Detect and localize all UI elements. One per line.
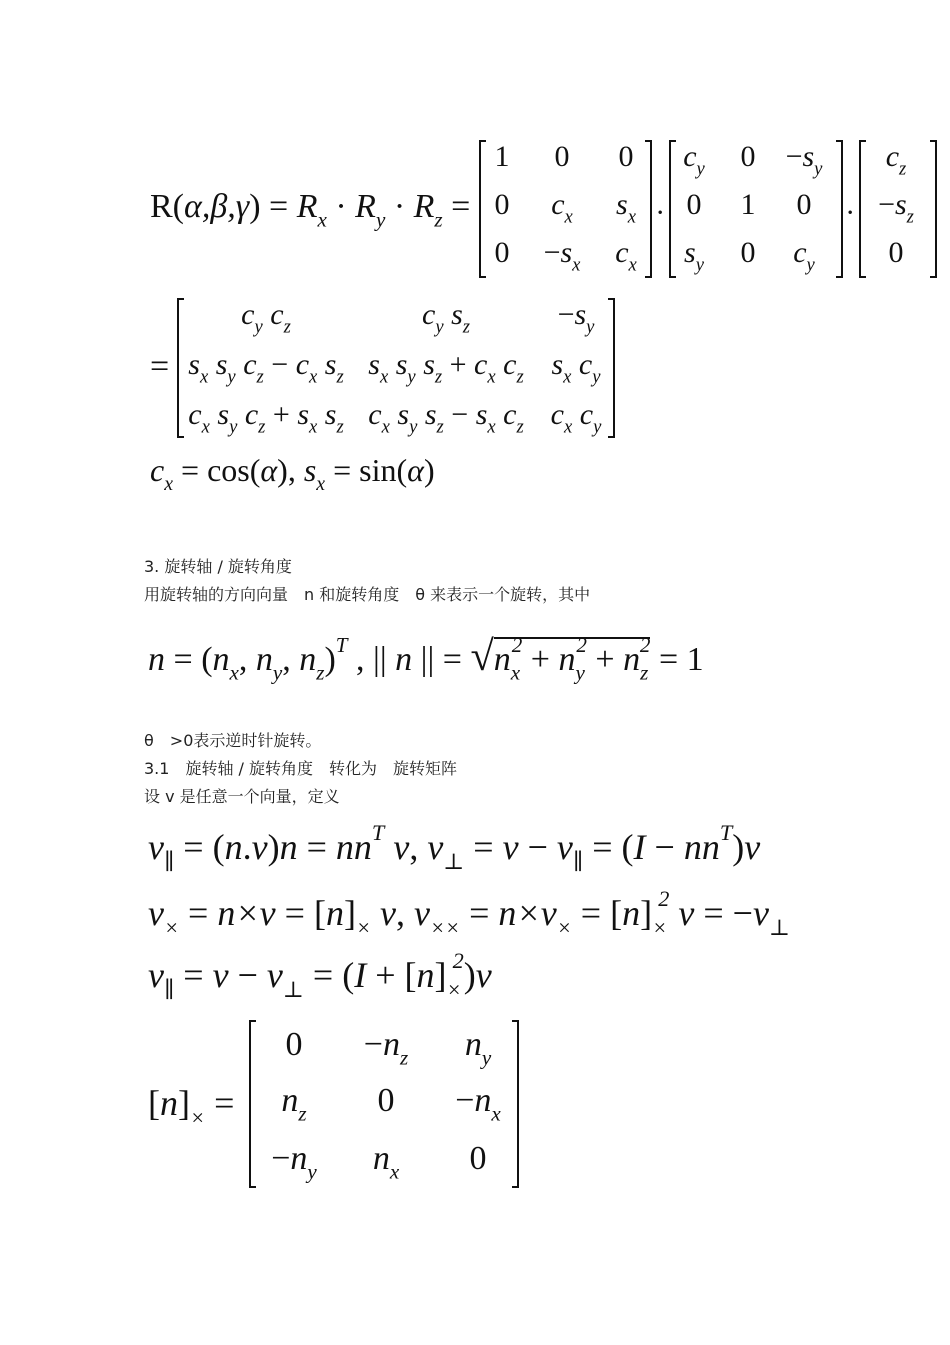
matrix-rz (858, 140, 938, 278)
ry-cell: 0 (740, 140, 756, 173)
theta-note: θ >0表示逆时针旋转。 (144, 731, 322, 750)
cross-cell: $n_z$ (281, 1082, 307, 1126)
rx-cell: 0 (618, 140, 634, 173)
result-cell: $s_x$ $s_y$ $s_z + c_x$ $c_z$ (368, 348, 524, 388)
ry-cell: $c_y$ (683, 140, 705, 180)
result-cell: $c_y$ $s_z$ (421, 298, 471, 338)
rx-cell: 0 (494, 188, 510, 221)
ry-cell: 0 (740, 236, 756, 269)
multiply-dot: · (656, 196, 664, 229)
rx-cell: 0 (554, 140, 570, 173)
equation-cross-matrix-lhs: $[n]_\times$ = (148, 1083, 235, 1131)
equation-v-parallel-2: $v_\parallel = v - v_\perp = (I + [n]_\times^2)v$ (148, 948, 492, 1003)
result-cell: $c_x$ $s_y$ $c_z + s_x$ $s_z$ (188, 398, 344, 438)
equals-sign: = (150, 348, 170, 385)
section-intro: 用旋转轴的方向向量 n 和旋转角度 θ 来表示一个旋转，其中 (144, 585, 591, 604)
result-cell: $s_x$ $s_y$ $c_z - c_x$ $s_z$ (188, 348, 344, 388)
ry-cell: 0 (796, 188, 812, 221)
cross-cell: 0 (469, 1140, 487, 1177)
equation-lhs: $R(\alpha,\beta,\gamma) = R_x \cdot R_y \cdot R_z$ = (150, 188, 471, 232)
ry-cell: $-s_y$ (785, 140, 823, 180)
rz-cell: 0 (888, 236, 904, 269)
cross-cell: $-n_y$ (271, 1140, 317, 1184)
rx-cell: 0 (494, 236, 510, 269)
rx-cell: $s_x$ (616, 188, 636, 228)
multiply-dot: · (846, 196, 854, 229)
rz-cell: $-s_z$ (878, 188, 914, 228)
ry-cell: 0 (686, 188, 702, 221)
equation-cx-sx: $c_x = \cos(\alpha)$, $s_x = \sin(\alpha)$ (150, 452, 435, 495)
cross-cell: 0 (285, 1026, 303, 1063)
section-heading: 3. 旋转轴 / 旋转角度 (144, 557, 292, 576)
rx-cell: $c_x$ (615, 236, 637, 276)
equation-v-cross: $v_\times = n\times v = [n]_\times$ v, $v_{\times\times} = n\times v_\times = [n]_\times^2$ $v = -v_\perp$ (148, 886, 790, 941)
result-cell: $-s_y$ (557, 298, 595, 338)
cross-cell: 0 (377, 1082, 395, 1119)
equation-v-parallel: $v_\parallel = (n.v)n = nn^T$ v, $v_\perp = v - v_\parallel = (I - nn^T)v$ (148, 820, 761, 875)
result-cell: $c_x$ $s_y$ $s_z - s_x$ $c_z$ (368, 398, 524, 438)
rz-cell: $c_z$ (885, 140, 907, 180)
cross-cell: $-n_z$ (363, 1026, 409, 1070)
matrix-result (176, 298, 616, 438)
result-cell: $c_y$ $c_z$ (241, 298, 291, 338)
cross-cell: $-n_x$ (455, 1082, 501, 1126)
cross-cell: $n_y$ (464, 1026, 492, 1070)
rx-cell: $-s_x$ (543, 236, 581, 276)
subsection-heading: 3.1 旋转轴 / 旋转角度 转化为 旋转矩阵 (144, 759, 458, 778)
rx-cell: $c_x$ (551, 188, 573, 228)
result-cell: $c_x$ $c_y$ (550, 398, 602, 438)
equation-unit-axis: $n = (n_x$, $n_y$, $n_z)^T$ , || n || = $√n_x^2 + n_y^2 + n_z^2 = 1$ (148, 633, 704, 685)
ry-cell: $s_y$ (684, 236, 704, 276)
ry-cell: $c_y$ (793, 236, 815, 276)
ry-cell: 1 (740, 188, 756, 221)
subsection-intro: 设 v 是任意一个向量，定义 (144, 787, 340, 806)
matrix-cross (248, 1020, 520, 1188)
rx-cell: 1 (494, 140, 510, 173)
cross-cell: $n_x$ (372, 1140, 400, 1184)
result-cell: $s_x$ $c_y$ (551, 348, 601, 388)
